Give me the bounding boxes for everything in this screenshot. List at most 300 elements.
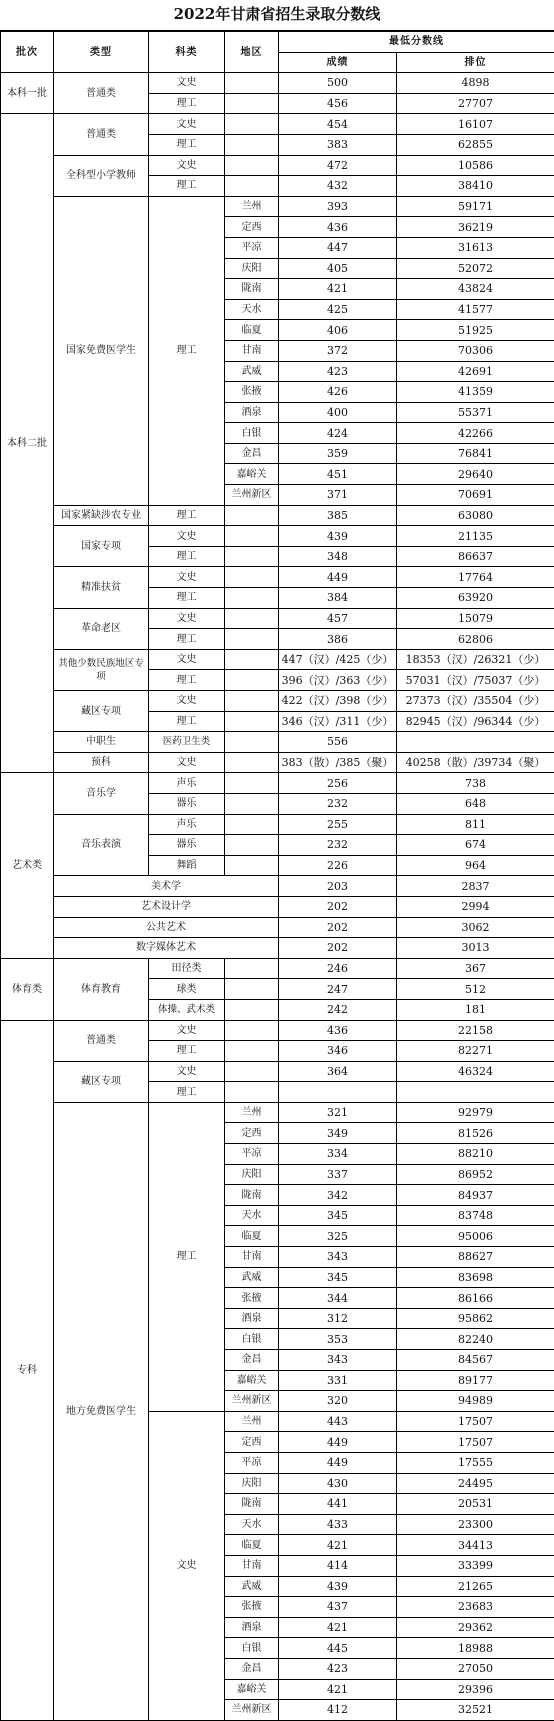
region-cell: [225, 979, 279, 1000]
rank-cell: 63080: [397, 505, 554, 526]
type-cell: 音乐学: [54, 773, 149, 814]
subject-cell: 器乐: [149, 835, 225, 856]
rank-cell: 42266: [397, 423, 554, 444]
region-cell: [225, 608, 279, 629]
rank-cell: 43824: [397, 279, 554, 300]
type-cell: 普通类: [54, 1020, 149, 1061]
batch-cell: 艺术类: [1, 773, 54, 958]
subject-cell: 理工: [149, 670, 225, 691]
rank-cell: 94989: [397, 1391, 554, 1412]
score-cell: 342: [279, 1185, 397, 1206]
region-cell: 兰州新区: [225, 485, 279, 506]
score-cell: 353: [279, 1329, 397, 1350]
score-cell: 343: [279, 1350, 397, 1371]
region-cell: [225, 999, 279, 1020]
subject-cell: 文史: [149, 567, 225, 588]
rank-cell: 738: [397, 773, 554, 794]
score-cell: 436: [279, 1020, 397, 1041]
score-cell: 423: [279, 1658, 397, 1679]
rank-cell: 86637: [397, 546, 554, 567]
region-cell: 白银: [225, 423, 279, 444]
score-cell: 445: [279, 1638, 397, 1659]
score-cell: 384: [279, 588, 397, 609]
rank-cell: 964: [397, 855, 554, 876]
score-cell: [279, 1082, 397, 1103]
score-cell: 320: [279, 1391, 397, 1412]
region-cell: [225, 814, 279, 835]
region-cell: 嘉峪关: [225, 1679, 279, 1700]
score-cell: 345: [279, 1205, 397, 1226]
type-cell: 国家免费医学生: [54, 196, 149, 505]
subject-cell: 文史: [149, 691, 225, 712]
score-cell: 393: [279, 196, 397, 217]
score-cell: 451: [279, 464, 397, 485]
rank-cell: 23683: [397, 1597, 554, 1618]
score-cell: 454: [279, 114, 397, 135]
region-cell: [225, 1020, 279, 1041]
rank-cell: 22158: [397, 1020, 554, 1041]
score-cell: 345: [279, 1267, 397, 1288]
rank-cell: 59171: [397, 196, 554, 217]
region-cell: 金昌: [225, 443, 279, 464]
score-cell: 436: [279, 217, 397, 238]
rank-cell: 27707: [397, 93, 554, 114]
score-cell: 247: [279, 979, 397, 1000]
subject-cell: 文史: [149, 73, 225, 94]
type-cell: 普通类: [54, 114, 149, 155]
rank-cell: 81526: [397, 1123, 554, 1144]
type-cell: 藏区专项: [54, 691, 149, 732]
batch-cell: 专科: [1, 1020, 54, 1720]
region-cell: 酒泉: [225, 402, 279, 423]
type-cell: 音乐表演: [54, 814, 149, 876]
score-cell: 202: [279, 896, 397, 917]
region-cell: [225, 958, 279, 979]
score-cell: 344: [279, 1288, 397, 1309]
score-cell: 202: [279, 938, 397, 959]
header-subject: 科类: [149, 32, 225, 73]
score-cell: 449: [279, 1432, 397, 1453]
region-cell: [225, 855, 279, 876]
score-cell: 226: [279, 855, 397, 876]
table-row: [1, 938, 554, 959]
region-cell: 甘南: [225, 1247, 279, 1268]
batch-cell: 本科一批: [1, 73, 54, 114]
region-cell: [225, 793, 279, 814]
subject-cell: 理工: [149, 711, 225, 732]
score-cell: 202: [279, 917, 397, 938]
header-score: 成绩: [279, 52, 397, 73]
rank-cell: 18988: [397, 1638, 554, 1659]
subject-cell: 理工: [149, 1041, 225, 1062]
rank-cell: 62855: [397, 134, 554, 155]
region-cell: [225, 670, 279, 691]
region-cell: 兰州新区: [225, 1391, 279, 1412]
region-cell: 金昌: [225, 1658, 279, 1679]
region-cell: [225, 588, 279, 609]
rank-cell: 17507: [397, 1411, 554, 1432]
rank-cell: 51925: [397, 320, 554, 341]
region-cell: [225, 649, 279, 670]
type-cell: 其他少数民族地区专项: [54, 649, 149, 690]
rank-cell: 27050: [397, 1658, 554, 1679]
subject-cell: 舞蹈: [149, 855, 225, 876]
region-cell: 兰州: [225, 196, 279, 217]
score-cell: 246: [279, 958, 397, 979]
batch-cell: 体育类: [1, 958, 54, 1020]
rank-cell: 17507: [397, 1432, 554, 1453]
type-cell: 中职生: [54, 732, 149, 753]
type-cell: 数字媒体艺术: [54, 938, 279, 959]
rank-cell: 82240: [397, 1329, 554, 1350]
score-cell: 422（汉）/398（少）: [279, 691, 397, 712]
rank-cell: 512: [397, 979, 554, 1000]
subject-cell: 文史: [149, 1061, 225, 1082]
rank-cell: 181: [397, 999, 554, 1020]
score-cell: 439: [279, 526, 397, 547]
region-cell: [225, 711, 279, 732]
score-cell: 255: [279, 814, 397, 835]
subject-cell: 理工: [149, 588, 225, 609]
table-row: [1, 958, 554, 979]
region-cell: [225, 93, 279, 114]
score-cell: 556: [279, 732, 397, 753]
rank-cell: 29640: [397, 464, 554, 485]
rank-cell: 29362: [397, 1617, 554, 1638]
rank-cell: 29396: [397, 1679, 554, 1700]
type-cell: 普通类: [54, 73, 149, 114]
score-cell: 443: [279, 1411, 397, 1432]
score-cell: 343: [279, 1247, 397, 1268]
region-cell: 天水: [225, 1514, 279, 1535]
subject-cell: 文史: [149, 1411, 225, 1720]
rank-cell: 17764: [397, 567, 554, 588]
type-cell: 国家紧缺涉农专业: [54, 505, 149, 526]
region-cell: 庆阳: [225, 1164, 279, 1185]
score-cell: 449: [279, 1452, 397, 1473]
score-cell: 441: [279, 1494, 397, 1515]
subject-cell: 体操、武术类: [149, 999, 225, 1020]
score-cell: 412: [279, 1700, 397, 1721]
region-cell: 兰州: [225, 1102, 279, 1123]
score-cell: 386: [279, 629, 397, 650]
score-cell: 232: [279, 835, 397, 856]
region-cell: [225, 176, 279, 197]
region-cell: [225, 114, 279, 135]
subject-cell: 理工: [149, 1102, 225, 1411]
region-cell: [225, 1082, 279, 1103]
score-cell: 334: [279, 1144, 397, 1165]
rank-cell: 84937: [397, 1185, 554, 1206]
region-cell: [225, 526, 279, 547]
table-row: [1, 814, 554, 835]
score-cell: 372: [279, 340, 397, 361]
score-cell: 423: [279, 361, 397, 382]
region-cell: [225, 773, 279, 794]
region-cell: 兰州新区: [225, 1700, 279, 1721]
score-cell: 385: [279, 505, 397, 526]
rank-cell: 83748: [397, 1205, 554, 1226]
region-cell: 平凉: [225, 1452, 279, 1473]
score-cell: 439: [279, 1576, 397, 1597]
score-cell: 203: [279, 876, 397, 897]
score-cell: 396（汉）/363（少）: [279, 670, 397, 691]
region-cell: [225, 629, 279, 650]
score-cell: 449: [279, 567, 397, 588]
subject-cell: 理工: [149, 1082, 225, 1103]
type-cell: 革命老区: [54, 608, 149, 649]
region-cell: 临夏: [225, 1535, 279, 1556]
rank-cell: 648: [397, 793, 554, 814]
score-cell: 312: [279, 1308, 397, 1329]
subject-cell: 文史: [149, 649, 225, 670]
table-row: [1, 649, 554, 670]
header-type: 类型: [54, 32, 149, 73]
rank-cell: 17555: [397, 1452, 554, 1473]
score-cell: 256: [279, 773, 397, 794]
score-cell: 400: [279, 402, 397, 423]
type-cell: 藏区专项: [54, 1061, 149, 1102]
subject-cell: 理工: [149, 176, 225, 197]
rank-cell: 24495: [397, 1473, 554, 1494]
region-cell: [225, 567, 279, 588]
page-title: 2022年甘肃省招生录取分数线: [0, 0, 554, 31]
type-cell: 预科: [54, 752, 149, 773]
batch-cell: 本科二批: [1, 114, 54, 773]
rank-cell: 55371: [397, 402, 554, 423]
type-cell: 公共艺术: [54, 917, 279, 938]
rank-cell: 42691: [397, 361, 554, 382]
rank-cell: 31613: [397, 237, 554, 258]
region-cell: [225, 155, 279, 176]
table-row: [1, 505, 554, 526]
score-cell: 500: [279, 73, 397, 94]
header-batch: 批次: [1, 32, 54, 73]
region-cell: 武威: [225, 361, 279, 382]
rank-cell: 86166: [397, 1288, 554, 1309]
subject-cell: 理工: [149, 546, 225, 567]
score-cell: 242: [279, 999, 397, 1020]
subject-cell: 理工: [149, 93, 225, 114]
rank-cell: 674: [397, 835, 554, 856]
region-cell: 临夏: [225, 1226, 279, 1247]
table-row: [1, 691, 554, 712]
rank-cell: 27373（汉）/35504（少）: [397, 691, 554, 712]
rank-cell: [397, 732, 554, 753]
score-cell: 437: [279, 1597, 397, 1618]
table-row: [1, 1102, 554, 1123]
region-cell: 定西: [225, 1123, 279, 1144]
rank-cell: 95862: [397, 1308, 554, 1329]
type-cell: 艺术设计学: [54, 896, 279, 917]
rank-cell: 95006: [397, 1226, 554, 1247]
header-rank: 排位: [397, 52, 554, 73]
table-row: [1, 876, 554, 897]
rank-cell: 38410: [397, 176, 554, 197]
table-row: [1, 896, 554, 917]
region-cell: 天水: [225, 299, 279, 320]
region-cell: 陇南: [225, 279, 279, 300]
region-cell: 临夏: [225, 320, 279, 341]
region-cell: [225, 835, 279, 856]
score-cell: 430: [279, 1473, 397, 1494]
region-cell: 白银: [225, 1638, 279, 1659]
region-cell: 甘南: [225, 1555, 279, 1576]
subject-cell: 文史: [149, 155, 225, 176]
score-cell: 433: [279, 1514, 397, 1535]
region-cell: 武威: [225, 1576, 279, 1597]
rank-cell: 40258（散）/39734（聚）: [397, 752, 554, 773]
type-cell: 国家专项: [54, 526, 149, 567]
score-cell: 232: [279, 793, 397, 814]
region-cell: 陇南: [225, 1494, 279, 1515]
score-cell: 348: [279, 546, 397, 567]
type-cell: 地方免费医学生: [54, 1102, 149, 1720]
rank-cell: 20531: [397, 1494, 554, 1515]
table-row: [1, 73, 554, 94]
score-cell: 447: [279, 237, 397, 258]
rank-cell: 57031（汉）/75037（少）: [397, 670, 554, 691]
region-cell: [225, 134, 279, 155]
table-row: [1, 155, 554, 176]
rank-cell: 76841: [397, 443, 554, 464]
region-cell: 张掖: [225, 382, 279, 403]
region-cell: 天水: [225, 1205, 279, 1226]
rank-cell: 86952: [397, 1164, 554, 1185]
subject-cell: 文史: [149, 1020, 225, 1041]
region-cell: 定西: [225, 217, 279, 238]
region-cell: [225, 73, 279, 94]
table-row: [1, 196, 554, 217]
table-row: [1, 1061, 554, 1082]
region-cell: 白银: [225, 1329, 279, 1350]
rank-cell: 41359: [397, 382, 554, 403]
score-cell: 359: [279, 443, 397, 464]
subject-cell: 器乐: [149, 793, 225, 814]
type-cell: 体育教育: [54, 958, 149, 1020]
subject-cell: 理工: [149, 629, 225, 650]
region-cell: 酒泉: [225, 1308, 279, 1329]
score-table: [0, 31, 554, 1721]
region-cell: 金昌: [225, 1350, 279, 1371]
region-cell: 平凉: [225, 237, 279, 258]
region-cell: 张掖: [225, 1597, 279, 1618]
region-cell: [225, 732, 279, 753]
subject-cell: 文史: [149, 608, 225, 629]
rank-cell: 16107: [397, 114, 554, 135]
rank-cell: 2837: [397, 876, 554, 897]
score-cell: 406: [279, 320, 397, 341]
score-cell: 346: [279, 1041, 397, 1062]
rank-cell: 88627: [397, 1247, 554, 1268]
rank-cell: 18353（汉）/26321（少）: [397, 649, 554, 670]
rank-cell: 10586: [397, 155, 554, 176]
rank-cell: 41577: [397, 299, 554, 320]
rank-cell: 23300: [397, 1514, 554, 1535]
subject-cell: 文史: [149, 526, 225, 547]
subject-cell: 文史: [149, 752, 225, 773]
rank-cell: 21265: [397, 1576, 554, 1597]
type-cell: 全科型小学教师: [54, 155, 149, 196]
score-cell: 457: [279, 608, 397, 629]
score-cell: 421: [279, 1535, 397, 1556]
region-cell: 武威: [225, 1267, 279, 1288]
subject-cell: 理工: [149, 134, 225, 155]
rank-cell: 33399: [397, 1555, 554, 1576]
rank-cell: 4898: [397, 73, 554, 94]
rank-cell: 82945（汉）/96344（少）: [397, 711, 554, 732]
region-cell: [225, 752, 279, 773]
score-cell: 337: [279, 1164, 397, 1185]
rank-cell: 92979: [397, 1102, 554, 1123]
rank-cell: 88210: [397, 1144, 554, 1165]
rank-cell: 3062: [397, 917, 554, 938]
region-cell: 张掖: [225, 1288, 279, 1309]
table-row: [1, 567, 554, 588]
rank-cell: 84567: [397, 1350, 554, 1371]
rank-cell: 36219: [397, 217, 554, 238]
rank-cell: 70306: [397, 340, 554, 361]
type-cell: 美术学: [54, 876, 279, 897]
score-cell: 472: [279, 155, 397, 176]
rank-cell: 2994: [397, 896, 554, 917]
region-cell: 嘉峪关: [225, 1370, 279, 1391]
table-row: [1, 773, 554, 794]
score-cell: 383: [279, 134, 397, 155]
rank-cell: [397, 1082, 554, 1103]
region-cell: 定西: [225, 1432, 279, 1453]
table-row: [1, 752, 554, 773]
score-cell: 383（散）/385（聚）: [279, 752, 397, 773]
region-cell: 陇南: [225, 1185, 279, 1206]
region-cell: [225, 691, 279, 712]
region-cell: 甘南: [225, 340, 279, 361]
score-cell: 321: [279, 1102, 397, 1123]
rank-cell: 21135: [397, 526, 554, 547]
header-min-line: 最低分数线: [279, 32, 554, 53]
score-cell: 424: [279, 423, 397, 444]
region-cell: 酒泉: [225, 1617, 279, 1638]
score-cell: 349: [279, 1123, 397, 1144]
rank-cell: 83698: [397, 1267, 554, 1288]
score-cell: 346（汉）/311（少）: [279, 711, 397, 732]
region-cell: 嘉峪关: [225, 464, 279, 485]
subject-cell: 田径类: [149, 958, 225, 979]
rank-cell: 82271: [397, 1041, 554, 1062]
score-cell: 364: [279, 1061, 397, 1082]
rank-cell: 70691: [397, 485, 554, 506]
score-cell: 421: [279, 1617, 397, 1638]
subject-cell: 理工: [149, 196, 225, 505]
score-cell: 432: [279, 176, 397, 197]
subject-cell: 文史: [149, 114, 225, 135]
region-cell: 庆阳: [225, 1473, 279, 1494]
score-cell: 414: [279, 1555, 397, 1576]
table-body: [1, 73, 554, 1721]
rank-cell: 15079: [397, 608, 554, 629]
score-cell: 371: [279, 485, 397, 506]
rank-cell: 52072: [397, 258, 554, 279]
rank-cell: 63920: [397, 588, 554, 609]
score-cell: 421: [279, 1679, 397, 1700]
region-cell: 平凉: [225, 1144, 279, 1165]
rank-cell: 46324: [397, 1061, 554, 1082]
subject-cell: 声乐: [149, 814, 225, 835]
score-cell: 425: [279, 299, 397, 320]
subject-cell: 球类: [149, 979, 225, 1000]
score-cell: 456: [279, 93, 397, 114]
subject-cell: 理工: [149, 505, 225, 526]
